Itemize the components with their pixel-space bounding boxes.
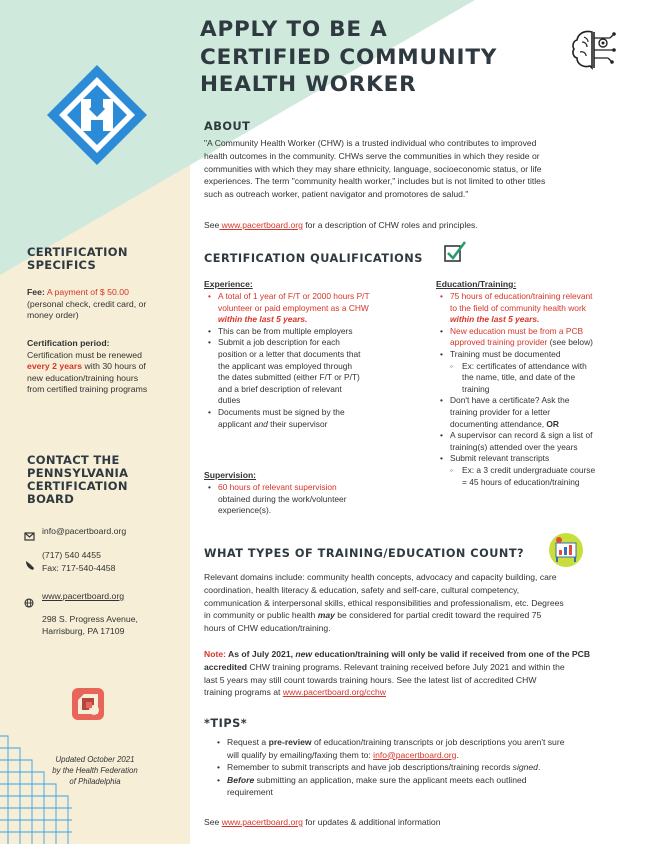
list-item: • New education must be from a PCB approved training provider (see below): [438, 326, 638, 349]
puzzle-logo-icon: [70, 686, 106, 722]
experience-list: [206, 291, 421, 430]
pcb-logo-icon: [45, 63, 149, 167]
updated-note: Updated October 2021 by the Health Federation of Philadelphia: [52, 755, 138, 786]
list-item: • This can be from multiple employers: [206, 326, 421, 338]
list-item: • Don't have a certificate? Ask the training provider for a letter documenting attendance, OR: [438, 395, 638, 430]
about-pacertboard-link[interactable]: www.pacertboard.org: [219, 220, 303, 230]
education-heading: Education/Training:: [436, 279, 517, 289]
tips-see-line: See www.pacertboard.org for updates & additional information: [204, 817, 441, 827]
list-item: • Documents must be signed by the applicant and their supervisor: [206, 407, 421, 430]
tips-list: [215, 736, 635, 799]
title-line: CERTIFIED COMMUNITY: [200, 44, 498, 70]
about-text: "A Community Health Worker (CHW) is a trusted individual who contributes to improved health outcomes in the community. CHWs serve the communities in which they reside or communities with which they may share ethnicity, language, socioeconomic status, or life experiences. The term "community health worker," includes but is not limited to other titles such as outreach worker, patient navigator and promotores de salud.": [204, 138, 546, 200]
supervision-list: [206, 482, 421, 517]
tips-email-link[interactable]: info@pacertboard.org: [373, 749, 457, 760]
list-item: • 75 hours of education/training relevant to the field of community health work within the last 5 years.: [438, 291, 638, 326]
contact-email[interactable]: info@pacertboard.org: [42, 526, 127, 536]
list-item: • Before submitting an application, make sure the applicant meets each outlined requirement: [215, 774, 635, 799]
list-item: • Request a pre-review of education/training transcripts or job descriptions you aren't sure will qualify by emailing/faxing them to: info@pacertboard.org.: [215, 736, 635, 761]
list-item: • Training must be documented: [438, 349, 638, 361]
list-item: • A supervisor can record & sign a list of training(s) attended over the years: [438, 430, 638, 453]
list-item: • 60 hours of relevant supervision obtained during the work/volunteer experience(s).: [206, 482, 421, 517]
contact-heading: CONTACT THE PENNSYLVANIA CERTIFICATION BOARD: [27, 453, 129, 506]
training-chart-icon: [548, 532, 584, 568]
list-item: • Submit relevant transcripts: [438, 453, 638, 465]
about-see-line: See www.pacertboard.org for a description of CHW roles and principles.: [204, 220, 478, 230]
title-line: APPLY TO BE A: [200, 17, 388, 42]
education-list: [438, 291, 638, 488]
certification-specifics-heading: CERTIFICATION SPECIFICS: [27, 245, 128, 272]
contact-web-row: www.pacertboard.org 298 S. Progress Avenue, Harrisburg, PA 17109: [24, 590, 138, 638]
globe-icon: [24, 598, 42, 638]
page-title: [200, 16, 570, 99]
contact-phone[interactable]: (717) 540 4455: [42, 550, 101, 560]
fee-block: Fee: A payment of $ 50.00 (personal check, credit card, or money order): [27, 287, 147, 320]
checkbox-check-icon: [442, 239, 468, 265]
about-heading: ABOUT: [204, 120, 251, 133]
contact-phone-row: [24, 549, 115, 583]
phone-icon: [24, 559, 42, 583]
list-item: ◦ Ex: a 3 credit undergraduate course = 45 hours of education/training: [438, 465, 638, 488]
training-note: Note: As of July 2021, new education/training will only be valid if received from one of the PCB accredited CHW training programs. Relevant training received before July 2021 and within the last 5 years may still count towards training hours. See the latest list of accredited CHW training programs at www.pacertboard.org/cchw: [204, 649, 591, 698]
list-item: • A total of 1 year of F/T or 2000 hours P/T volunteer or paid employment as a CHW within the last 5 years.: [206, 291, 421, 326]
footer-pacertboard-link[interactable]: www.pacertboard.org: [221, 817, 303, 827]
contact-email-row: [24, 525, 126, 543]
brain-gear-icon: [570, 28, 618, 72]
list-item: ◦ Ex: certificates of attendance with the name, title, and date of the training: [438, 361, 638, 396]
tips-heading: *TIPS*: [204, 717, 248, 730]
period-block: Certification period: Certification must be renewed every 2 years with 30 hours of new education/training hours from certified training programs: [27, 338, 148, 394]
mail-icon: [24, 531, 42, 543]
contact-website-link[interactable]: www.pacertboard.org: [42, 591, 125, 601]
title-line: HEALTH WORKER: [200, 72, 417, 97]
experience-heading: Experience:: [204, 279, 253, 289]
training-text: Relevant domains include: community health concepts, advocacy and capacity building, care coordination, health literacy & education, safety and self-care, cultural competency, communication & interpersonal skills, ethical responsibilities and professionalism, etc. Degrees in community or public health may be considered for partial credit toward the required 75 hours of CHW education/training.: [204, 572, 564, 634]
grid-decoration: [0, 728, 80, 844]
training-heading: WHAT TYPES OF TRAINING/EDUCATION COUNT?: [204, 547, 525, 560]
qualifications-heading: CERTIFICATION QUALIFICATIONS: [204, 252, 423, 265]
list-item: • Submit a job description for each position or a letter that documents that the applicant was employed through the dates submitted (either F/T or P/T) and a brief description of relevant duties: [206, 337, 421, 407]
supervision-heading: Supervision:: [204, 470, 257, 480]
contact-fax: Fax: 717-540-4458: [42, 562, 116, 573]
cchw-link[interactable]: www.pacertboard.org/cchw: [282, 687, 386, 698]
list-item: • Remember to submit transcripts and have job descriptions/training records signed.: [215, 761, 635, 774]
